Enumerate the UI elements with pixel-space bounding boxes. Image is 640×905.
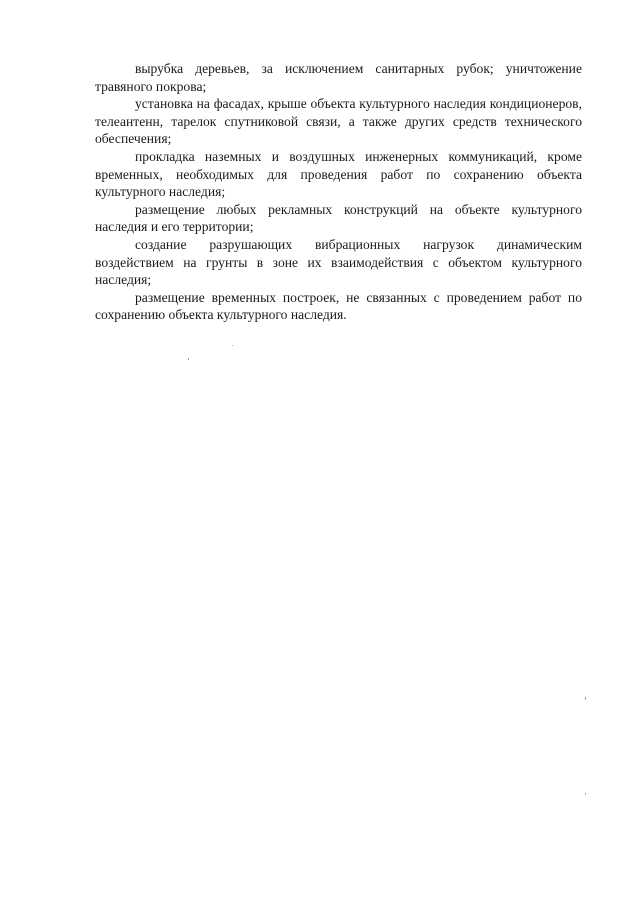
scan-speck (585, 793, 586, 795)
paragraph-tree-felling: вырубка деревьев, за исключением санитарных рубок; уничтожение травяного покрова; (95, 61, 582, 94)
paragraph-vibration-loads: создание разрушающих вибрационных нагрузок динамическим воздействием на грунты в зоне их взаимодействия с объектом культурного наследия; (95, 236, 582, 288)
paragraph-facade-installations: установка на фасадах, крыше объекта культурного наследия кондиционеров, телеантенн, тарелок спутниковой связи, а также других средств технического обеспечения; (95, 96, 582, 147)
paragraph-advertising: размещение любых рекламных конструкций на объекте культурного наследия и его территории; (95, 201, 582, 235)
scan-speck (188, 358, 189, 360)
paragraph-temporary-buildings: размещение временных построек, не связанных с проведением работ по сохранению объекта культурного наследия. (95, 289, 582, 323)
scan-speck (232, 345, 233, 346)
paragraph-utility-lines: прокладка наземных и воздушных инженерных коммуникаций, кроме временных, необходимых для проведения работ по сохранению объекта культурного наследия; (95, 148, 582, 200)
document-body (95, 60, 582, 324)
scan-speck (585, 697, 586, 700)
